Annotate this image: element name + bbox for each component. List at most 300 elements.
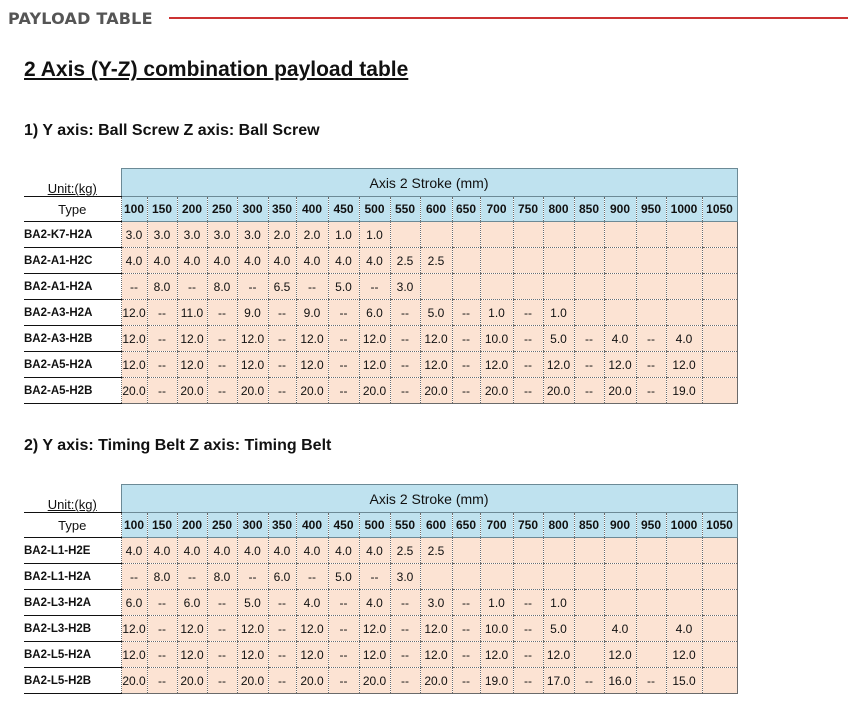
payload-cell <box>666 248 702 274</box>
payload-cell: -- <box>121 274 147 300</box>
payload-cell <box>452 222 480 248</box>
table-row <box>24 668 737 694</box>
table-row <box>24 248 737 274</box>
table-row <box>24 274 737 300</box>
payload-cell: -- <box>207 616 237 642</box>
type-label: Type <box>24 513 121 538</box>
stroke-value: 250 <box>207 197 237 222</box>
payload-cell <box>604 248 636 274</box>
payload-cell: 12.0 <box>543 352 574 378</box>
payload-cell: 12.0 <box>604 642 636 668</box>
stroke-value: 750 <box>513 197 543 222</box>
payload-cell: 4.0 <box>359 590 390 616</box>
payload-cell: -- <box>328 352 359 378</box>
payload-cell <box>702 538 737 564</box>
payload-cell <box>513 274 543 300</box>
payload-cell: -- <box>268 352 296 378</box>
payload-cell: -- <box>513 326 543 352</box>
payload-cell: 4.0 <box>207 248 237 274</box>
payload-cell: 9.0 <box>237 300 268 326</box>
payload-cell: 20.0 <box>604 378 636 404</box>
payload-cell: -- <box>390 326 420 352</box>
payload-cell: 3.0 <box>390 274 420 300</box>
stroke-value: 550 <box>390 197 420 222</box>
payload-cell: -- <box>636 352 666 378</box>
payload-cell: 5.0 <box>543 326 574 352</box>
payload-cell <box>636 538 666 564</box>
payload-cell: 20.0 <box>177 378 207 404</box>
payload-cell <box>513 538 543 564</box>
payload-cell: 6.0 <box>177 590 207 616</box>
payload-cell <box>543 222 574 248</box>
payload-cell <box>604 274 636 300</box>
payload-cell: -- <box>390 616 420 642</box>
payload-cell: -- <box>390 378 420 404</box>
payload-cell <box>636 300 666 326</box>
stroke-value: 950 <box>636 197 666 222</box>
payload-cell: 5.0 <box>328 274 359 300</box>
payload-cell: -- <box>513 590 543 616</box>
payload-cell <box>604 222 636 248</box>
unit-label: Unit:(kg) <box>24 485 121 513</box>
stroke-value: 1000 <box>666 197 702 222</box>
payload-cell: 12.0 <box>177 352 207 378</box>
model-name: BA2-L1-H2A <box>24 564 121 590</box>
payload-cell: -- <box>268 326 296 352</box>
payload-cell: -- <box>268 616 296 642</box>
stroke-value: 600 <box>420 197 452 222</box>
payload-cell: 3.0 <box>121 222 147 248</box>
payload-cell: 12.0 <box>420 616 452 642</box>
payload-cell <box>543 538 574 564</box>
payload-cell <box>666 538 702 564</box>
model-name: BA2-A5-H2B <box>24 378 121 404</box>
payload-cell: 4.0 <box>177 538 207 564</box>
table-row <box>24 642 737 668</box>
payload-cell: 11.0 <box>177 300 207 326</box>
payload-cell: 12.0 <box>359 642 390 668</box>
payload-cell <box>666 300 702 326</box>
model-name: BA2-A1-H2A <box>24 274 121 300</box>
stroke-value: 550 <box>390 513 420 538</box>
payload-cell: 20.0 <box>420 668 452 694</box>
page-title: 2 Axis (Y-Z) combination payload table <box>24 58 409 81</box>
payload-cell <box>480 564 513 590</box>
stroke-value: 1050 <box>702 513 737 538</box>
stroke-value: 850 <box>574 513 604 538</box>
stroke-value: 250 <box>207 513 237 538</box>
payload-cell: 12.0 <box>296 642 328 668</box>
payload-cell: 12.0 <box>359 326 390 352</box>
payload-cell: 5.0 <box>543 616 574 642</box>
payload-cell: 20.0 <box>177 668 207 694</box>
payload-cell: 4.0 <box>359 538 390 564</box>
payload-cell: -- <box>207 642 237 668</box>
stroke-value: 1050 <box>702 197 737 222</box>
payload-cell <box>543 274 574 300</box>
payload-cell <box>636 248 666 274</box>
payload-cell: -- <box>328 668 359 694</box>
payload-cell: -- <box>636 326 666 352</box>
payload-cell <box>420 274 452 300</box>
model-name: BA2-A3-H2A <box>24 300 121 326</box>
payload-cell <box>636 590 666 616</box>
payload-cell: -- <box>237 564 268 590</box>
stroke-value: 150 <box>147 513 177 538</box>
payload-cell <box>702 642 737 668</box>
payload-cell: 4.0 <box>121 248 147 274</box>
payload-cell: 3.0 <box>420 590 452 616</box>
table-row <box>24 222 737 248</box>
payload-cell: -- <box>147 300 177 326</box>
payload-cell: -- <box>452 616 480 642</box>
payload-cell: -- <box>207 590 237 616</box>
payload-cell: 19.0 <box>666 378 702 404</box>
payload-cell: -- <box>268 300 296 326</box>
payload-cell: 12.0 <box>121 642 147 668</box>
payload-cell: 12.0 <box>420 326 452 352</box>
payload-cell <box>702 326 737 352</box>
payload-cell: 12.0 <box>121 300 147 326</box>
payload-cell: -- <box>328 590 359 616</box>
payload-cell: 10.0 <box>480 616 513 642</box>
page-header-label: PAYLOAD TABLE <box>8 8 153 28</box>
payload-cell: -- <box>207 352 237 378</box>
payload-cell <box>574 538 604 564</box>
payload-cell <box>702 274 737 300</box>
payload-cell: -- <box>513 642 543 668</box>
payload-cell: 9.0 <box>296 300 328 326</box>
payload-cell: 4.0 <box>328 248 359 274</box>
payload-cell: -- <box>328 300 359 326</box>
payload-cell: 20.0 <box>296 378 328 404</box>
payload-cell: -- <box>237 274 268 300</box>
payload-cell: -- <box>121 564 147 590</box>
payload-cell: 20.0 <box>359 668 390 694</box>
payload-cell: 4.0 <box>121 538 147 564</box>
payload-cell <box>574 616 604 642</box>
payload-cell: 12.0 <box>121 352 147 378</box>
payload-cell: 1.0 <box>328 222 359 248</box>
payload-cell: -- <box>328 326 359 352</box>
payload-cell <box>543 564 574 590</box>
payload-cell: 4.0 <box>237 538 268 564</box>
model-name: BA2-L5-H2B <box>24 668 121 694</box>
table-row <box>24 616 737 642</box>
payload-cell: 17.0 <box>543 668 574 694</box>
payload-cell: -- <box>147 590 177 616</box>
payload-cell: 12.0 <box>296 326 328 352</box>
table-row <box>24 378 737 404</box>
payload-cell: 12.0 <box>420 352 452 378</box>
payload-cell: 1.0 <box>480 300 513 326</box>
payload-cell: -- <box>268 668 296 694</box>
table-row <box>24 590 737 616</box>
payload-cell <box>666 222 702 248</box>
payload-cell <box>636 274 666 300</box>
payload-cell: 12.0 <box>420 642 452 668</box>
payload-cell: 4.0 <box>604 326 636 352</box>
stroke-value: 350 <box>268 197 296 222</box>
payload-cell: -- <box>177 564 207 590</box>
payload-cell <box>513 564 543 590</box>
payload-cell <box>702 352 737 378</box>
payload-cell: -- <box>207 300 237 326</box>
payload-cell: 2.5 <box>420 538 452 564</box>
stroke-value: 750 <box>513 513 543 538</box>
stroke-row <box>24 197 737 222</box>
payload-cell: -- <box>147 352 177 378</box>
model-name: BA2-A1-H2C <box>24 248 121 274</box>
payload-cell <box>702 222 737 248</box>
payload-table-timing-belt <box>24 484 738 694</box>
stroke-value: 600 <box>420 513 452 538</box>
payload-cell <box>702 378 737 404</box>
payload-cell: 3.0 <box>177 222 207 248</box>
payload-cell: 20.0 <box>237 668 268 694</box>
payload-cell <box>702 590 737 616</box>
payload-cell: -- <box>359 274 390 300</box>
payload-cell: 12.0 <box>359 352 390 378</box>
payload-cell: 8.0 <box>207 274 237 300</box>
payload-cell: -- <box>147 642 177 668</box>
stroke-value: 650 <box>452 197 480 222</box>
payload-cell <box>636 222 666 248</box>
payload-cell: 12.0 <box>604 352 636 378</box>
header-row <box>24 485 737 513</box>
payload-cell: 3.0 <box>207 222 237 248</box>
payload-cell <box>666 274 702 300</box>
payload-cell: -- <box>147 378 177 404</box>
payload-cell: 4.0 <box>268 538 296 564</box>
stroke-header: Axis 2 Stroke (mm) <box>121 169 737 197</box>
model-name: BA2-L1-H2E <box>24 538 121 564</box>
payload-cell: 5.0 <box>237 590 268 616</box>
payload-cell <box>702 248 737 274</box>
payload-cell: 12.0 <box>121 616 147 642</box>
payload-cell <box>390 222 420 248</box>
payload-cell: -- <box>207 378 237 404</box>
payload-cell: 4.0 <box>359 248 390 274</box>
payload-cell: 12.0 <box>543 642 574 668</box>
payload-cell: 12.0 <box>296 352 328 378</box>
header-row <box>24 169 737 197</box>
payload-cell: -- <box>268 642 296 668</box>
section-title-timing-belt: 2) Y axis: Timing Belt Z axis: Timing Belt <box>24 437 332 454</box>
payload-cell: 4.0 <box>296 538 328 564</box>
stroke-value: 350 <box>268 513 296 538</box>
payload-cell: -- <box>390 352 420 378</box>
payload-cell <box>574 300 604 326</box>
stroke-value: 150 <box>147 197 177 222</box>
payload-cell: 12.0 <box>359 616 390 642</box>
payload-cell: 12.0 <box>237 352 268 378</box>
table-row <box>24 352 737 378</box>
payload-cell: -- <box>513 378 543 404</box>
payload-cell: -- <box>296 274 328 300</box>
payload-cell: 15.0 <box>666 668 702 694</box>
stroke-value: 800 <box>543 197 574 222</box>
payload-cell: 4.0 <box>147 248 177 274</box>
payload-cell: 2.5 <box>390 538 420 564</box>
stroke-value: 200 <box>177 513 207 538</box>
payload-cell: 20.0 <box>480 378 513 404</box>
payload-cell: 8.0 <box>207 564 237 590</box>
payload-cell: 12.0 <box>237 326 268 352</box>
stroke-value: 500 <box>359 513 390 538</box>
payload-cell <box>702 564 737 590</box>
model-name: BA2-A5-H2A <box>24 352 121 378</box>
stroke-header: Axis 2 Stroke (mm) <box>121 485 737 513</box>
payload-cell <box>420 564 452 590</box>
payload-cell: 4.0 <box>207 538 237 564</box>
payload-cell: 20.0 <box>121 378 147 404</box>
payload-cell: 12.0 <box>480 642 513 668</box>
payload-cell <box>666 590 702 616</box>
payload-cell: 20.0 <box>121 668 147 694</box>
payload-cell: 4.0 <box>604 616 636 642</box>
stroke-row <box>24 513 737 538</box>
payload-cell: -- <box>452 326 480 352</box>
table-row <box>24 326 737 352</box>
payload-cell <box>452 538 480 564</box>
payload-cell <box>543 248 574 274</box>
stroke-value: 950 <box>636 513 666 538</box>
payload-cell: 20.0 <box>420 378 452 404</box>
stroke-value: 400 <box>296 197 328 222</box>
payload-cell <box>604 564 636 590</box>
payload-cell <box>636 616 666 642</box>
payload-cell: 2.5 <box>420 248 452 274</box>
payload-cell: 12.0 <box>121 326 147 352</box>
payload-cell <box>604 300 636 326</box>
payload-cell: -- <box>268 378 296 404</box>
payload-cell: -- <box>147 326 177 352</box>
page-header <box>8 6 848 30</box>
payload-cell: -- <box>452 378 480 404</box>
payload-cell: -- <box>328 642 359 668</box>
payload-cell <box>574 590 604 616</box>
stroke-value: 500 <box>359 197 390 222</box>
payload-cell: -- <box>359 564 390 590</box>
payload-cell: 12.0 <box>177 616 207 642</box>
payload-cell: 12.0 <box>237 616 268 642</box>
payload-cell: 16.0 <box>604 668 636 694</box>
payload-cell: 1.0 <box>543 300 574 326</box>
payload-cell: -- <box>452 300 480 326</box>
payload-cell <box>666 564 702 590</box>
stroke-value: 400 <box>296 513 328 538</box>
payload-cell <box>574 564 604 590</box>
payload-cell: -- <box>390 590 420 616</box>
payload-cell: 1.0 <box>543 590 574 616</box>
stroke-value: 700 <box>480 197 513 222</box>
payload-cell <box>604 590 636 616</box>
payload-cell <box>636 642 666 668</box>
payload-cell: -- <box>574 668 604 694</box>
payload-cell: -- <box>177 274 207 300</box>
payload-cell <box>452 564 480 590</box>
payload-cell: 20.0 <box>359 378 390 404</box>
payload-cell <box>702 300 737 326</box>
stroke-value: 700 <box>480 513 513 538</box>
payload-cell: -- <box>452 590 480 616</box>
payload-cell <box>574 274 604 300</box>
payload-cell <box>604 538 636 564</box>
payload-cell: -- <box>328 616 359 642</box>
payload-cell: -- <box>452 352 480 378</box>
payload-cell: 12.0 <box>177 642 207 668</box>
payload-cell: 3.0 <box>390 564 420 590</box>
stroke-value: 450 <box>328 513 359 538</box>
payload-cell: 4.0 <box>666 616 702 642</box>
payload-cell <box>574 222 604 248</box>
payload-cell: -- <box>636 378 666 404</box>
payload-cell: 4.0 <box>147 538 177 564</box>
payload-cell: 4.0 <box>296 248 328 274</box>
payload-cell: -- <box>452 668 480 694</box>
section-title-ball-screw: 1) Y axis: Ball Screw Z axis: Ball Screw <box>24 122 320 139</box>
payload-cell: 5.0 <box>328 564 359 590</box>
payload-cell <box>480 222 513 248</box>
payload-cell: -- <box>513 668 543 694</box>
payload-cell <box>636 564 666 590</box>
payload-cell: 8.0 <box>147 564 177 590</box>
payload-cell: 20.0 <box>543 378 574 404</box>
payload-cell: 1.0 <box>480 590 513 616</box>
payload-cell: 5.0 <box>420 300 452 326</box>
table-row <box>24 300 737 326</box>
model-name: BA2-L3-H2B <box>24 616 121 642</box>
stroke-value: 800 <box>543 513 574 538</box>
payload-cell: 20.0 <box>296 668 328 694</box>
payload-table-ball-screw <box>24 168 738 404</box>
payload-cell <box>452 248 480 274</box>
table-row <box>24 538 737 564</box>
stroke-value: 450 <box>328 197 359 222</box>
payload-cell <box>702 616 737 642</box>
payload-cell: 4.0 <box>296 590 328 616</box>
payload-cell: 6.0 <box>359 300 390 326</box>
payload-cell: -- <box>513 300 543 326</box>
payload-cell <box>702 668 737 694</box>
payload-cell: 2.5 <box>390 248 420 274</box>
payload-cell: 4.0 <box>328 538 359 564</box>
unit-label: Unit:(kg) <box>24 169 121 197</box>
payload-cell: -- <box>390 668 420 694</box>
payload-cell: 12.0 <box>666 642 702 668</box>
payload-cell: -- <box>574 352 604 378</box>
payload-cell: 6.5 <box>268 274 296 300</box>
payload-cell: 10.0 <box>480 326 513 352</box>
payload-cell: -- <box>207 668 237 694</box>
payload-cell: -- <box>147 616 177 642</box>
payload-cell: 1.0 <box>359 222 390 248</box>
stroke-value: 900 <box>604 197 636 222</box>
payload-cell: 12.0 <box>296 616 328 642</box>
payload-cell: 4.0 <box>237 248 268 274</box>
payload-cell <box>452 274 480 300</box>
payload-cell: 8.0 <box>147 274 177 300</box>
payload-cell: 2.0 <box>296 222 328 248</box>
model-name: BA2-L3-H2A <box>24 590 121 616</box>
payload-cell: 3.0 <box>147 222 177 248</box>
payload-cell: 6.0 <box>268 564 296 590</box>
stroke-value: 300 <box>237 197 268 222</box>
payload-cell: 6.0 <box>121 590 147 616</box>
payload-cell: -- <box>296 564 328 590</box>
stroke-value: 100 <box>121 513 147 538</box>
